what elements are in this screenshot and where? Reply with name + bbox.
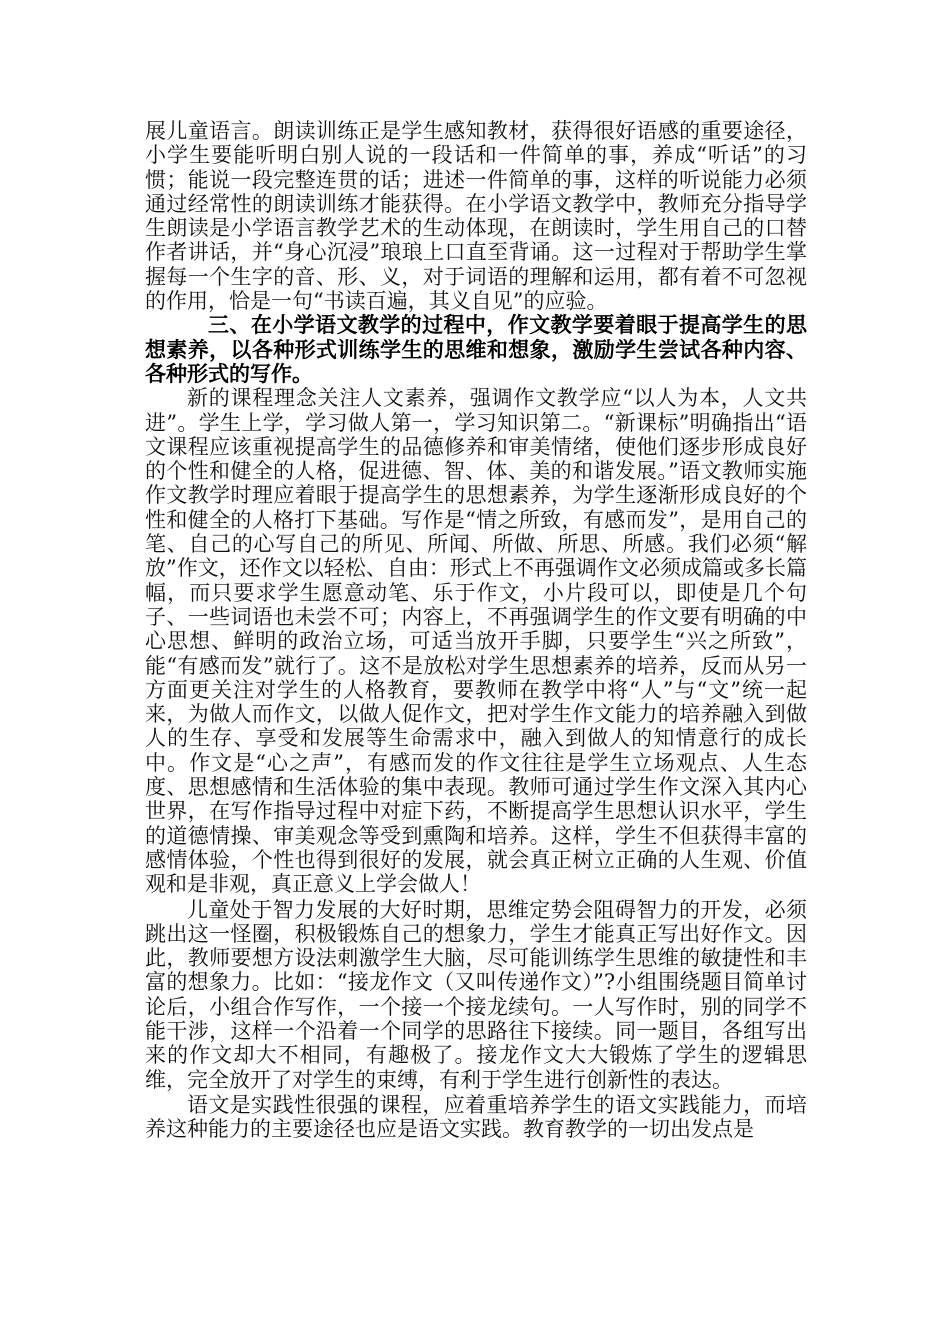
paragraph-imagination-training: 儿童处于智力发展的大好时期，思维定势会阻碍智力的开发，必须跳出这一怪圈，积极锻炼自己的想象力，学生才能真正写出好作文。因此，教师要想方设法刺激学生大脑，尽可能训练学生思维的敏捷性和丰富的想象力。比如：“接龙作文（又叫传递作文）”?小组围绕题目简单讨论后，小组合作写作，一个接一个接龙续句。一人写作时，别的同学不能干涉，这样一个沿着一个同学的思路往下接续。同一题目，各组写出来的作文却大不相同，有趣极了。接龙作文大大锻炼了学生的逻辑思维，完全放开了对学生的束缚，有利于学生进行创新性的表达。 — [145, 897, 807, 1092]
paragraph-language-practice: 语文是实践性很强的课程，应着重培养学生的语文实践能力，而培养这种能力的主要途径也应是语文实践。教育教学的一切出发点是 — [145, 1092, 807, 1142]
paragraph-composition-ideology: 新的课程理念关注人文素养，强调作文教学应“以人为本，人文共进”。学生上学，学习做人第一，学习知识第二。“新课标”明确指出“语文课程应该重视提高学生的品德修养和审美情绪，使他们逐步形成良好的个性和健全的人格，促进德、智、体、美的和谐发展。”语文教师实施作文教学时理应着眼于提高学生的思想素养，为学生逐渐形成良好的个性和健全的人格打下基础。写作是“情之所致，有感而发”，是用自己的笔、自己的心写自己的所见、所闻、所做、所思、所感。我们必须“解放”作文，还作文以轻松、自由：形式上不再强调作文必须成篇或多长篇幅，而只要求学生愿意动笔、乐于作文，小片段可以，即使是几个句子、一些词语也未尝不可；内容上，不再强调学生的作文要有明确的中心思想、鲜明的政治立场，可适当放开手脚，只要学生“兴之所致”，能“有感而发”就行了。这不是放松对学生思想素养的培养，反而从另一方面更关注对学生的人格教育，要教师在教学中将“人”与“文”统一起来，为做人而作文，以做人促作文，把对学生作文能力的培养融入到做人的生存、享受和发展等生命需求中，融入到做人的知情意行的成长中。作文是“心之声”，有感而发的作文往往是学生立场观点、人生态度、思想感情和生活体验的集中表现。教师可通过学生作文深入其内心世界，在写作指导过程中对症下药，不断提高学生思想认识水平，学生的道德情操、审美观念等受到熏陶和培养。这样，学生不但获得丰富的感情体验，个性也得到很好的发展，就会真正树立正确的人生观、价值观和是非观，真正意义上学会做人！ — [145, 386, 807, 897]
document-page — [145, 119, 807, 1141]
section-heading-three: 三、在小学语文教学的过程中，作文教学要着眼于提高学生的思想素养，以各种形式训练学生的思维和想象，激励学生尝试各种内容、各种形式的写作。 — [145, 312, 807, 386]
paragraph-reading-training: 展儿童语言。朗读训练正是学生感知教材，获得很好语感的重要途径，小学生要能听明白别人说的一段话和一件简单的事，养成“听话”的习惯；能说一段完整连贯的话；进述一件简单的事，这样的听说能力必须通过经常性的朗读训练才能获得。在小学语文教学中，教师充分指导学生朗读是小学语言教学艺术的生动体现，在朗读时，学生用自己的口替作者讲话，并“身心沉浸”琅琅上口直至背诵。这一过程对于帮助学生掌握每一个生字的音、形、义，对于词语的理解和运用，都有着不可忽视的作用，恰是一句“书读百遍，其义自见”的应验。 — [145, 119, 807, 314]
